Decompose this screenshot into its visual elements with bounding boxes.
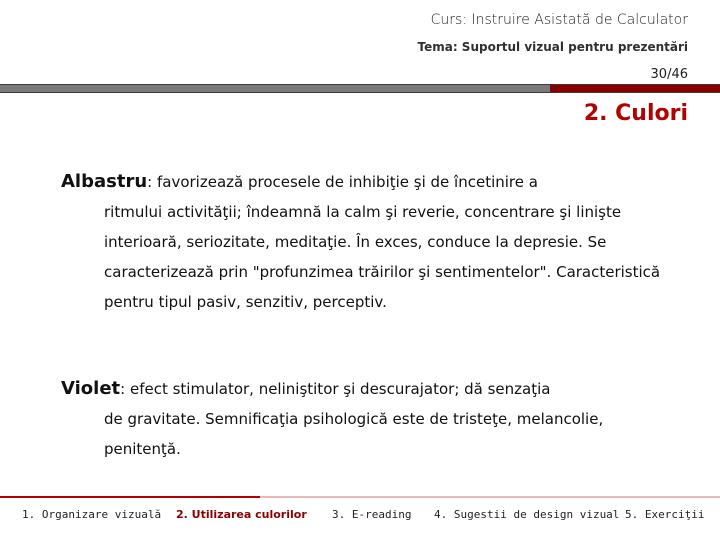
footer-link-exercitii[interactable]: 5. Exerciţii (625, 508, 705, 521)
header-divider (0, 84, 720, 93)
topic-title: Tema: Suportul vizual pentru prezentări (417, 40, 688, 54)
footer-divider-pale (260, 496, 720, 498)
footer-link-organizare[interactable]: 1. Organizare vizuală (22, 508, 162, 521)
paragraph-continuation: ritmului activităţii; îndeamnă la calm şi reverie, concentrare şi linişte interioară, seriozitate, meditaţie. În exces, conduce la depresie. Se caracterizează prin "profunzimea trăirilor şi sentimentelor". Caracteristică pentru tipul pasiv, senzitiv, perceptiv. (104, 203, 661, 311)
footer-link-culori[interactable]: 2. Utilizarea culorilor (176, 508, 307, 521)
page-counter: 30/46 (650, 67, 688, 82)
footer-link-sugestii[interactable]: 4. Sugestii de design vizual (434, 508, 620, 521)
term-albastru: Albastru (61, 171, 148, 192)
paragraph-violet (61, 374, 681, 464)
slide-title: 2. Culori (583, 101, 688, 126)
paragraph-continuation: de gravitate. Semnificaţia psihologică este de tristeţe, melancolie, penitenţă. (104, 410, 604, 458)
footer-nav (0, 508, 720, 524)
term-violet: Violet (61, 378, 121, 399)
header-divider-accent (550, 85, 720, 92)
footer-link-ereading[interactable]: 3. E-reading (332, 508, 412, 521)
course-title: Curs: Instruire Asistată de Calculator (430, 12, 688, 28)
paragraph-albastru (61, 167, 681, 317)
paragraph-first-line: : favorizează procesele de inhibiţie şi de încetinire a (147, 173, 538, 191)
footer-divider (0, 496, 720, 498)
paragraph-first-line: : efect stimulator, neliniştitor şi descurajator; dă senzaţia (120, 380, 551, 398)
